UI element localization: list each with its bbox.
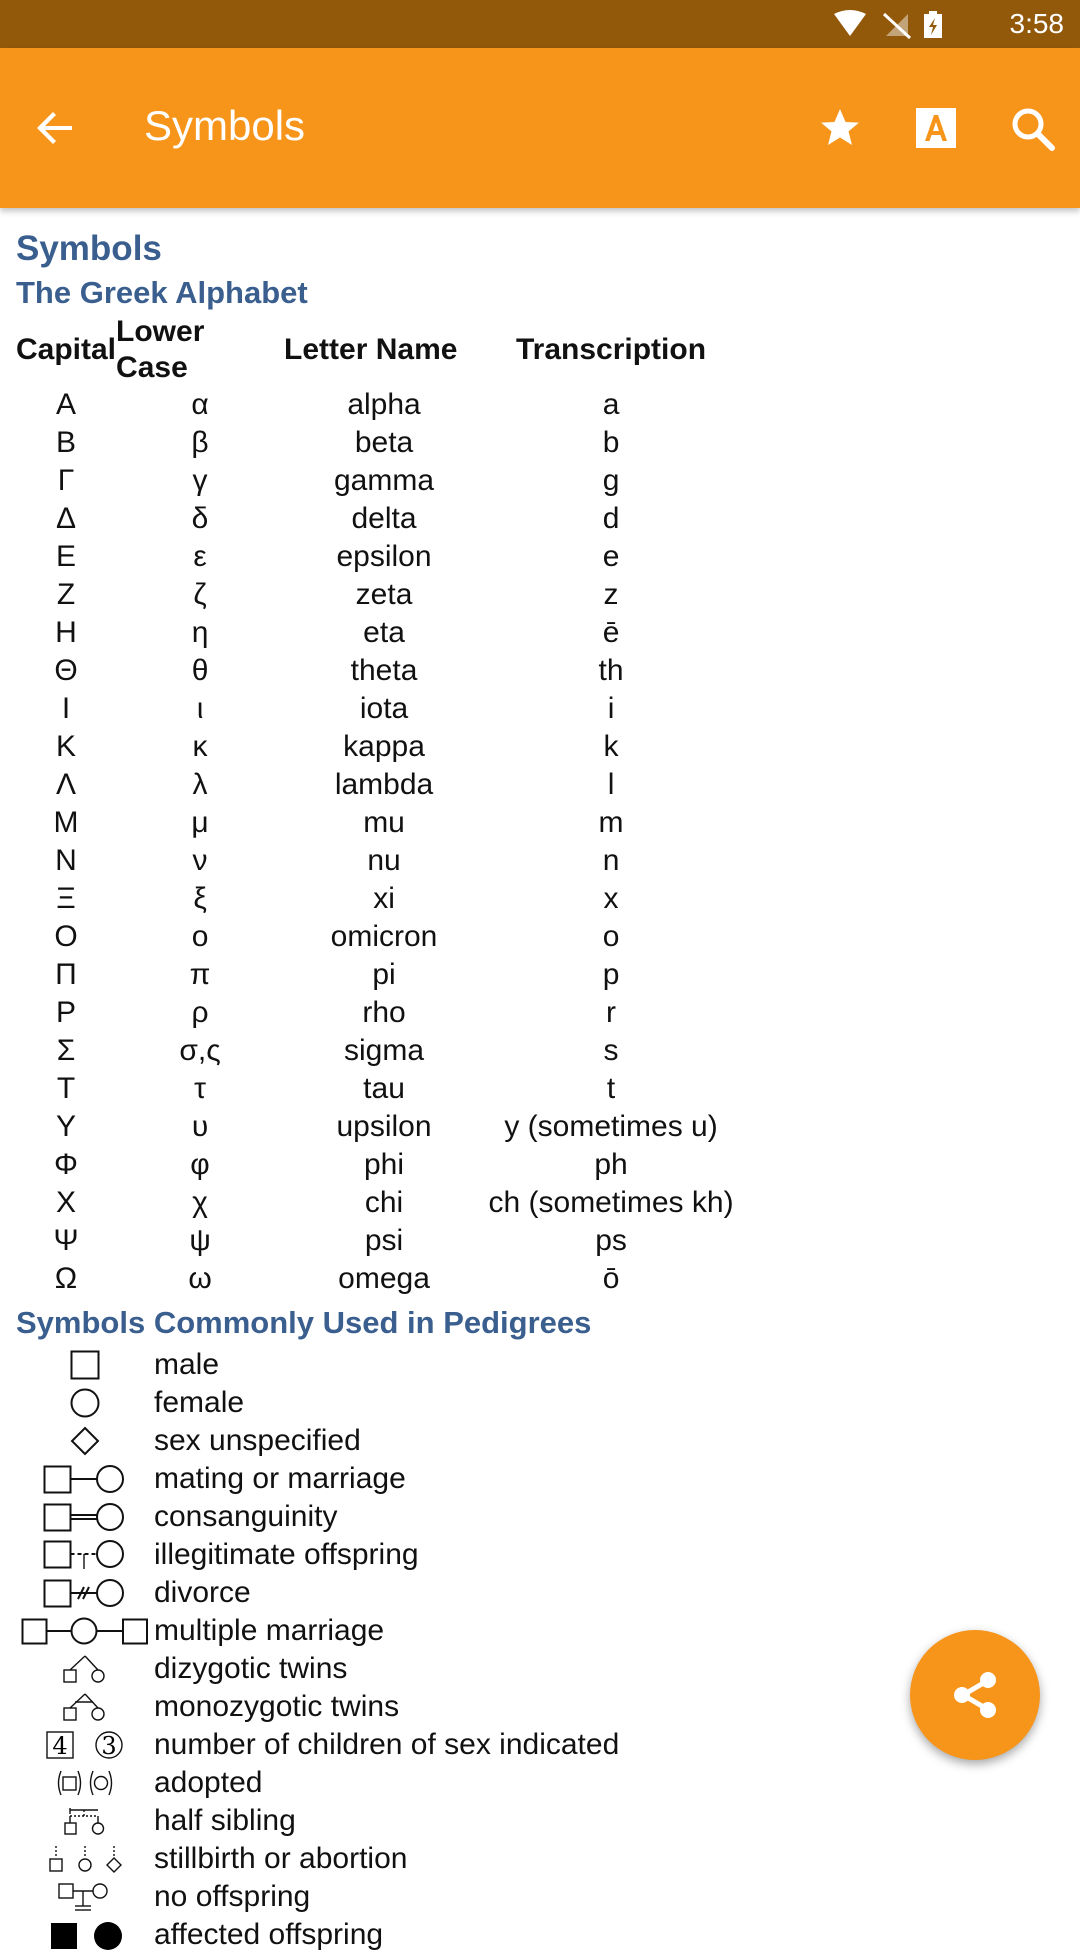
pedigree-label: adopted [154, 1766, 263, 1799]
cell-capital: Δ [55, 502, 77, 535]
cell-lower-case: ξ [193, 882, 207, 915]
cell-letter-name: omega [338, 1262, 430, 1295]
cell-transcription: n [602, 844, 620, 877]
pedigree-label: affected offspring [154, 1918, 384, 1951]
cell-capital: Χ [56, 1186, 77, 1219]
cell-lower-case: α [191, 388, 209, 421]
cell-lower-case: ι [196, 692, 204, 725]
pedigree-heading: Symbols Commonly Used in Pedigrees [16, 1305, 592, 1340]
nooffspring-symbol-icon [16, 1878, 154, 1916]
list-item [16, 1916, 1064, 1954]
cell-lower-case: β [191, 426, 209, 459]
cell-transcription: k [603, 730, 619, 763]
list-item [16, 1688, 1064, 1726]
status-icons [828, 10, 978, 40]
favorite-button[interactable] [816, 104, 864, 152]
cell-letter-name: rho [362, 996, 406, 1029]
pedigree-label: consanguinity [154, 1500, 338, 1533]
star-icon [816, 104, 864, 152]
page-heading: Symbols [16, 229, 162, 268]
cell-transcription: th [598, 654, 624, 687]
cell-capital: Ξ [56, 882, 76, 915]
cell-letter-name: eta [363, 616, 405, 649]
column-header-lower-case: Lower Case [116, 315, 205, 384]
cell-transcription: r [606, 996, 617, 1029]
cell-lower-case: π [189, 958, 211, 991]
cell-capital: Ε [56, 540, 77, 573]
cell-capital: Ψ [53, 1224, 79, 1257]
pedigree-label: sex unspecified [154, 1424, 361, 1457]
cell-capital: Α [56, 388, 77, 421]
greek-alphabet-heading: The Greek Alphabet [16, 275, 308, 310]
pedigree-label: male [154, 1348, 220, 1381]
cell-capital: Π [55, 958, 77, 991]
cell-letter-name: chi [364, 1186, 404, 1219]
cell-transcription: d [602, 502, 620, 535]
cell-transcription: ch (sometimes kh) [488, 1186, 734, 1219]
cell-transcription: ē [602, 616, 620, 649]
no-signal-icon [884, 14, 910, 38]
cell-capital: Ο [54, 920, 78, 953]
table-row [16, 842, 738, 880]
stillbirth-symbol-icon [16, 1840, 154, 1878]
cell-letter-name: sigma [344, 1034, 425, 1067]
table-row [16, 1222, 738, 1260]
cell-capital: Ι [61, 692, 71, 725]
cell-lower-case: χ [192, 1186, 208, 1219]
cell-lower-case: ν [192, 844, 208, 877]
table-row [16, 804, 738, 842]
table-header-row [16, 314, 738, 386]
cell-capital: Σ [56, 1034, 76, 1067]
font-size-icon [912, 104, 960, 152]
cell-transcription: g [602, 464, 620, 497]
battery-charging-icon [924, 11, 942, 38]
cell-letter-name: kappa [343, 730, 425, 763]
cell-capital: Λ [55, 768, 77, 801]
number-female-count: 3 [101, 1732, 117, 1760]
cell-transcription: m [598, 806, 624, 839]
cell-letter-name: iota [359, 692, 409, 725]
pedigree-label: stillbirth or abortion [154, 1842, 408, 1875]
list-item [16, 1840, 1064, 1878]
cell-lower-case: ω [188, 1262, 212, 1295]
app-bar [0, 48, 1080, 208]
list-item [16, 1802, 1064, 1840]
list-item [16, 1574, 1064, 1612]
cell-letter-name: alpha [347, 388, 421, 421]
cell-transcription: y (sometimes u) [504, 1110, 718, 1143]
pedigree-label: dizygotic twins [154, 1652, 348, 1685]
cell-letter-name: lambda [334, 768, 434, 801]
cell-transcription: i [607, 692, 615, 725]
cell-capital: Υ [56, 1110, 77, 1143]
pedigree-label: monozygotic twins [154, 1690, 400, 1723]
adopted-symbol-icon [16, 1764, 154, 1802]
cell-lower-case: ρ [191, 996, 209, 1029]
multiple-symbol-icon [16, 1612, 154, 1650]
table-row [16, 956, 738, 994]
cell-lower-case: σ,ς [179, 1034, 221, 1067]
affected-symbol-icon [16, 1916, 154, 1954]
search-button[interactable] [1008, 104, 1056, 152]
cell-lower-case: τ [194, 1072, 206, 1105]
table-row [16, 766, 738, 804]
illegitimate-symbol-icon [16, 1536, 154, 1574]
cell-capital: Ρ [56, 996, 77, 1029]
cell-letter-name: nu [367, 844, 401, 877]
cell-lower-case: ζ [193, 578, 207, 611]
cell-lower-case: λ [192, 768, 208, 801]
pedigree-label: illegitimate offspring [154, 1538, 419, 1571]
list-item [16, 1878, 1064, 1916]
cell-letter-name: psi [364, 1224, 404, 1257]
table-row [16, 918, 738, 956]
cell-letter-name: beta [354, 426, 414, 459]
share-icon [947, 1667, 1003, 1723]
list-item [16, 1612, 1064, 1650]
back-button[interactable] [32, 104, 80, 152]
pedigree-label: number of children of sex indicated [154, 1728, 620, 1761]
table-row [16, 462, 738, 500]
cell-letter-name: xi [373, 882, 395, 915]
cell-letter-name: upsilon [336, 1110, 432, 1143]
number-male-count: 4 [52, 1732, 68, 1760]
cell-capital: Κ [56, 730, 77, 763]
cell-lower-case: φ [190, 1148, 210, 1181]
cell-lower-case: υ [191, 1110, 209, 1143]
list-item [16, 1460, 1064, 1498]
cell-transcription: ō [602, 1262, 620, 1295]
cell-transcription: b [602, 426, 620, 459]
cell-transcription: l [607, 768, 615, 801]
cell-transcription: s [603, 1034, 619, 1067]
table-row [16, 614, 738, 652]
table-row [16, 994, 738, 1032]
status-bar [0, 0, 1080, 48]
table-row [16, 500, 738, 538]
cell-lower-case: ψ [189, 1224, 211, 1257]
pedigree-label: female [154, 1386, 245, 1419]
cell-letter-name: tau [363, 1072, 405, 1105]
divorce-symbol-icon [16, 1574, 154, 1612]
cell-letter-name: pi [372, 958, 396, 991]
pedigree-label: multiple marriage [154, 1614, 385, 1647]
cell-letter-name: epsilon [336, 540, 432, 573]
cell-transcription: t [606, 1072, 616, 1105]
column-header-transcription: Transcription [516, 333, 707, 366]
cell-lower-case: ε [193, 540, 207, 573]
cell-transcription: z [603, 578, 619, 611]
status-time: 3:58 [1009, 8, 1064, 39]
cell-letter-name: gamma [334, 464, 435, 497]
table-row [16, 1146, 738, 1184]
app-bar-title: Symbols [144, 102, 306, 149]
pedigree-label: divorce [154, 1576, 251, 1609]
cell-transcription: e [602, 540, 620, 573]
cell-transcription: o [602, 920, 620, 953]
column-header-capital: Capital [16, 333, 117, 366]
cell-transcription: p [602, 958, 620, 991]
cell-capital: Γ [57, 464, 75, 497]
monozygotic-symbol-icon [16, 1688, 154, 1726]
list-item [16, 1726, 1064, 1764]
list-item [16, 1346, 1064, 1384]
cell-lower-case: κ [192, 730, 208, 763]
column-header-letter-name: Letter Name [284, 333, 458, 366]
cell-capital: Η [55, 616, 77, 649]
female-symbol-icon [16, 1384, 154, 1422]
table-row [16, 576, 738, 614]
cell-letter-name: omicron [330, 920, 438, 953]
cell-lower-case: γ [192, 464, 208, 497]
pedigree-label: no offspring [154, 1880, 311, 1913]
list-item [16, 1764, 1064, 1802]
table-row [16, 1184, 738, 1222]
table-row [16, 728, 738, 766]
search-icon [1008, 104, 1056, 152]
table-row [16, 1032, 738, 1070]
cell-letter-name: theta [350, 654, 418, 687]
halfsib-symbol-icon [16, 1802, 154, 1840]
share-button[interactable] [910, 1630, 1040, 1760]
cell-capital: Θ [54, 654, 78, 687]
cell-lower-case: η [191, 616, 209, 649]
table-row [16, 1108, 738, 1146]
cell-transcription: ph [594, 1148, 628, 1181]
list-item [16, 1536, 1064, 1574]
arrow-back-icon [32, 104, 80, 152]
cell-capital: Τ [56, 1072, 76, 1105]
greek-alphabet-table [16, 314, 738, 1298]
table-row [16, 652, 738, 690]
pedigree-symbol-list [16, 1346, 1064, 1954]
table-row [16, 538, 738, 576]
cell-letter-name: mu [363, 806, 405, 839]
cell-transcription: ps [595, 1224, 627, 1257]
cell-capital: Ζ [56, 578, 76, 611]
cell-letter-name: delta [351, 502, 417, 535]
mating-symbol-icon [16, 1460, 154, 1498]
cell-capital: Μ [53, 806, 79, 839]
list-item [16, 1498, 1064, 1536]
cell-capital: Ω [54, 1262, 78, 1295]
cell-lower-case: μ [191, 806, 209, 839]
unspecified-symbol-icon [16, 1422, 154, 1460]
male-symbol-icon [16, 1346, 154, 1384]
dizygotic-symbol-icon [16, 1650, 154, 1688]
text-size-button[interactable] [912, 104, 960, 152]
number-symbol-icon [16, 1726, 154, 1764]
table-row [16, 386, 738, 424]
pedigree-label: half sibling [154, 1804, 296, 1837]
cell-lower-case: ο [191, 920, 209, 953]
cell-lower-case: θ [191, 654, 209, 687]
page-content [16, 220, 1064, 1954]
table-row [16, 424, 738, 462]
table-row [16, 1260, 738, 1298]
cell-capital: Φ [54, 1148, 78, 1181]
cell-letter-name: zeta [355, 578, 413, 611]
cell-capital: Β [56, 426, 77, 459]
cell-letter-name: phi [364, 1148, 405, 1181]
list-item [16, 1384, 1064, 1422]
list-item [16, 1422, 1064, 1460]
wifi-icon [834, 10, 866, 36]
cell-transcription: a [602, 388, 620, 421]
table-row [16, 1070, 738, 1108]
cell-transcription: x [603, 882, 619, 915]
list-item [16, 1650, 1064, 1688]
consanguinity-symbol-icon [16, 1498, 154, 1536]
cell-capital: Ν [55, 844, 77, 877]
table-row [16, 690, 738, 728]
cell-lower-case: δ [191, 502, 209, 535]
table-row [16, 880, 738, 918]
pedigree-label: mating or marriage [154, 1462, 406, 1495]
